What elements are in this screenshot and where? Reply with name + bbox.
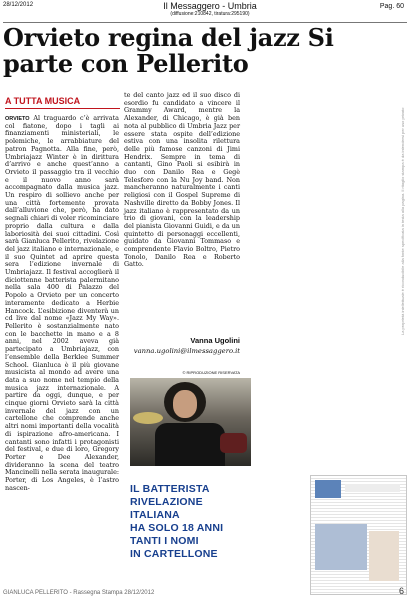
thumbnail-photo-middle (315, 524, 367, 570)
page-number: 6 (398, 586, 404, 596)
article-body-1: Al traguardo c’è arrivata col fiatone, dopo i tagli ai finanziamenti ministeriali, le polemiche, le arrabbiature del patron Pagnotta. Alla fine, però, Umbriajazz Winter è in dirittura d’arrivo e anche quest’anno a Orvieto il passaggio tra il vecchio e il nuovo anno sarà accompagnato dalla musica jazz. Un respiro di sollievo anche per una città fortemente provata dall’alluvione che, però, ha dato segnali chiari di voler ricominciare proprio dalla cultura e dalla laboriosità dei suoi cittadini. Così sarà Gianluca Pellerito, rivelazione del jazz italiano e internazionale, e il suo Quintet ad aprire questa sera l’edizione invernale di Umbriajazz. Il festival accoglierà il diciottenne batterista palermitano nella sala 400 di Palazzo del Popolo a Orvieto per un concerto interamente dedicato a Herbie Hancock. L’esibizione diventerà un cd live dal nome «Jazz My Way». Pellerito è sostanzialmente nato con le bacchette in mano e a 8 anni, nel 2002 aveva già partecipato a Umbriajazz, con l’ensemble della Berklee Summer School. Gianluca è il più giovane musicista al mondo ad avere una data a suo nome nel tempio della musica jazz internazionale. A partire da oggi, dunque, e per cinque giorni Orvieto sarà la città invernale del jazz con un cartellone che comprende anche altri nomi importanti della vocalità di ispirazione afro-americana. I cantanti sono infatti i protagonisti del festival, e due di loro, Gregory Porter e Dee Alexander, divideranno la scena del teatro Mancinelli nella serata inaugurale: Porter, di Los Angeles, è l’astro nascen- (5, 114, 119, 492)
author-name: Vanna Ugolini (190, 336, 240, 345)
thumbnail-text-block (369, 531, 399, 581)
page-thumbnail (310, 475, 407, 595)
article-title: Orvieto regina del jazz Si parte con Pellerito (3, 23, 334, 78)
copyright-notice: © RIPRODUZIONE RISERVATA (182, 370, 240, 375)
photo-caption (130, 483, 255, 561)
article-column-2: te del canto jazz ed il suo disco di esordio fu candidato a vincere il Grammy Award, mentre la Alexander, di Chicago, è già ben nota al pubblico di Umbria Jazz per essere stata ospite dell’edizione estiva con una insolita rilettura delle più famose canzoni di Jimi Hendrix. Sempre in tema di cantanti, Gino Paoli si esibirà in duo con Danilo Rea e Gegè Telesforo con la Nu Joy band. Non mancheranno naturalmente i canti religiosi con il Gospel Supreme di Nashville diretto da Bobby Jones. Il jazz italiano è rappresentato da un trio di giovani, con la leadership del pianista Giovanni Guidi, e da un quintetto di personaggi eccellenti, guidato da Giovanni Tommaso e comprendente Flavio Boltro, Pietro Tonolo, Danilo Rea e Roberto Gatto. (124, 91, 240, 269)
author-signature (124, 336, 240, 356)
dateline: ORVIETO (5, 116, 30, 122)
drum-shape (220, 433, 247, 453)
kicker-divider (5, 108, 120, 109)
publication-name: Il Messaggero - Umbria (163, 1, 257, 11)
page-reference: Pag. 60 (379, 3, 404, 10)
copyright-margin-note: La proprietà intellettuale è riconducibile alla fonte specificata in testa alla pagina. Il ritaglio stampa è da intendersi per uso privato (400, 107, 405, 335)
thumbnail-headline (345, 484, 400, 492)
author-email: vanna.ugolini@ilmessaggero.it (133, 347, 240, 355)
thumbnail-photo-top (315, 480, 341, 498)
caption-line: HA SOLO 18 ANNI (130, 522, 224, 534)
face-shape (173, 390, 197, 418)
footer-text: GIANLUCA PELLERITO - Rassegna Stampa 28/12/2012 (3, 590, 155, 596)
caption-line: TANTI I NOMI (130, 535, 199, 547)
circulation-info: (diffusione:210842, tiratura:295190) (170, 11, 250, 17)
cymbal-shape (133, 412, 163, 424)
article-column-1 (5, 115, 119, 590)
caption-line: RIVELAZIONE (130, 496, 203, 508)
drummer-photo (130, 378, 251, 466)
caption-line: ITALIANA (130, 509, 180, 521)
header-date: 28/12/2012 (3, 2, 34, 8)
body-shape (155, 423, 225, 466)
caption-line: IL BATTERISTA (130, 483, 210, 495)
section-kicker: A TUTTA MUSICA (5, 96, 81, 106)
caption-line: IN CARTELLONE (130, 548, 218, 560)
